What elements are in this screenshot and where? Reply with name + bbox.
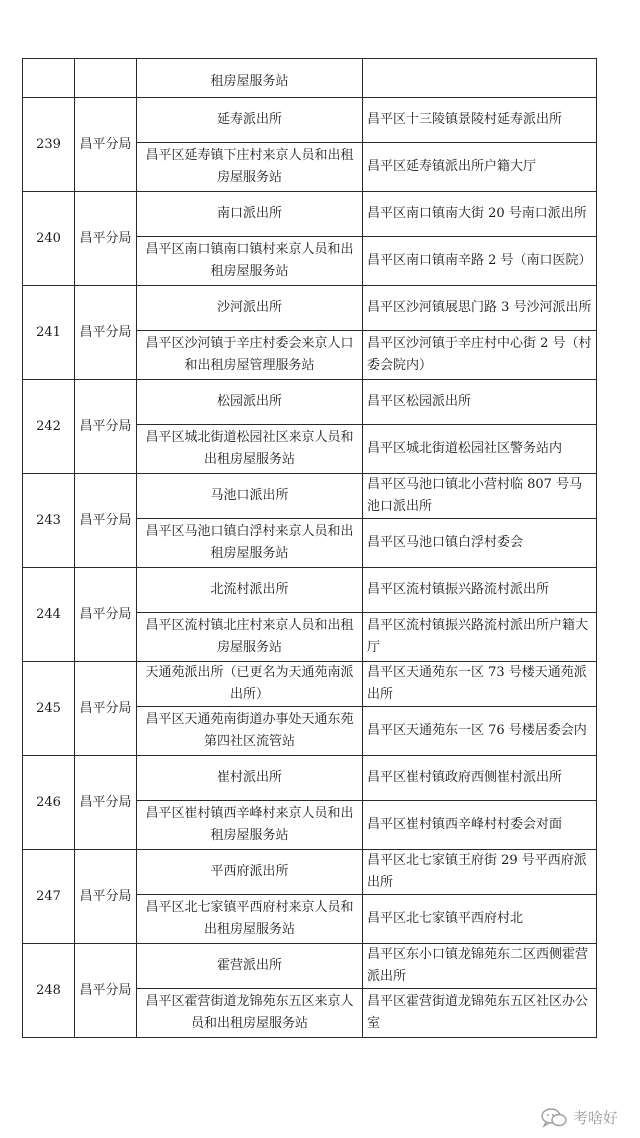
address-cell: 昌平区流村镇振兴路流村派出所 <box>363 568 597 613</box>
number-cell: 245 <box>23 662 75 756</box>
station-name-cell: 沙河派出所 <box>137 286 363 331</box>
address-cell: 昌平区天通苑东一区 76 号楼居委会内 <box>363 707 597 756</box>
address-cell: 昌平区霍营街道龙锦苑东五区社区办公室 <box>363 989 597 1038</box>
department-cell: 昌平分局 <box>75 568 137 662</box>
number-cell: 247 <box>23 850 75 944</box>
department-cell: 昌平分局 <box>75 944 137 1038</box>
number-cell: 244 <box>23 568 75 662</box>
address-cell: 昌平区延寿镇派出所户籍大厅 <box>363 143 597 192</box>
address-cell: 昌平区马池口镇北小营村临 807 号马池口派出所 <box>363 474 597 519</box>
department-cell: 昌平分局 <box>75 380 137 474</box>
department-cell: 昌平分局 <box>75 98 137 192</box>
station-name-cell: 昌平区城北街道松园社区来京人员和出租房屋服务站 <box>137 425 363 474</box>
address-cell: 昌平区南口镇南辛路 2 号（南口医院） <box>363 237 597 286</box>
station-name-cell: 昌平区南口镇南口镇村来京人员和出租房屋服务站 <box>137 237 363 286</box>
station-name-cell: 昌平区流村镇北庄村来京人员和出租房屋服务站 <box>137 613 363 662</box>
address-cell: 昌平区城北街道松园社区警务站内 <box>363 425 597 474</box>
registry-table <box>22 58 597 1038</box>
department-cell: 昌平分局 <box>75 192 137 286</box>
number-cell: 243 <box>23 474 75 568</box>
station-name-cell: 昌平区沙河镇于辛庄村委会来京人口和出租房屋管理服务站 <box>137 331 363 380</box>
table-row <box>23 286 597 331</box>
number-cell: 241 <box>23 286 75 380</box>
table-row <box>23 98 597 143</box>
table-row <box>23 568 597 613</box>
station-name-cell: 马池口派出所 <box>137 474 363 519</box>
station-name-cell: 崔村派出所 <box>137 756 363 801</box>
address-cell: 昌平区东小口镇龙锦苑东二区西侧霍营派出所 <box>363 944 597 989</box>
address-cell: 昌平区沙河镇于辛庄村中心街 2 号（村委会院内） <box>363 331 597 380</box>
table-row <box>23 662 597 707</box>
station-name-cell: 昌平区崔村镇西辛峰村来京人员和出租房屋服务站 <box>137 801 363 850</box>
department-cell: 昌平分局 <box>75 756 137 850</box>
table-row <box>23 192 597 237</box>
station-name-cell: 昌平区霍营街道龙锦苑东五区来京人员和出租房屋服务站 <box>137 989 363 1038</box>
station-name-cell: 昌平区马池口镇白浮村来京人员和出租房屋服务站 <box>137 519 363 568</box>
station-name-cell: 昌平区北七家镇平西府村来京人员和出租房屋服务站 <box>137 895 363 944</box>
department-cell: 昌平分局 <box>75 474 137 568</box>
station-name-cell: 北流村派出所 <box>137 568 363 613</box>
address-cell: 昌平区北七家镇王府街 29 号平西府派出所 <box>363 850 597 895</box>
wechat-icon <box>541 1108 567 1128</box>
number-cell: 248 <box>23 944 75 1038</box>
department-cell <box>75 59 137 98</box>
address-cell: 昌平区天通苑东一区 73 号楼天通苑派出所 <box>363 662 597 707</box>
number-cell: 242 <box>23 380 75 474</box>
station-name-cell: 天通苑派出所（已更名为天通苑南派出所） <box>137 662 363 707</box>
address-cell: 昌平区南口镇南大街 20 号南口派出所 <box>363 192 597 237</box>
station-name-cell: 昌平区延寿镇下庄村来京人员和出租房屋服务站 <box>137 143 363 192</box>
station-name-cell: 松园派出所 <box>137 380 363 425</box>
address-cell: 昌平区马池口镇白浮村委会 <box>363 519 597 568</box>
table-row <box>23 756 597 801</box>
station-name-cell: 平西府派出所 <box>137 850 363 895</box>
department-cell: 昌平分局 <box>75 286 137 380</box>
department-cell: 昌平分局 <box>75 850 137 944</box>
station-name-cell: 延寿派出所 <box>137 98 363 143</box>
table-row <box>23 850 597 895</box>
address-cell: 昌平区北七家镇平西府村北 <box>363 895 597 944</box>
address-cell <box>363 59 597 98</box>
table-row <box>23 380 597 425</box>
registry-table-body <box>23 59 597 1038</box>
department-cell: 昌平分局 <box>75 662 137 756</box>
address-cell: 昌平区流村镇振兴路流村派出所户籍大厅 <box>363 613 597 662</box>
watermark <box>541 1107 618 1128</box>
watermark-text: 考啥好 <box>572 1109 618 1127</box>
address-cell: 昌平区崔村镇政府西侧崔村派出所 <box>363 756 597 801</box>
number-cell: 239 <box>23 98 75 192</box>
continuation-row <box>23 59 597 98</box>
number-cell <box>23 59 75 98</box>
address-cell: 昌平区松园派出所 <box>363 380 597 425</box>
table-row <box>23 944 597 989</box>
address-cell: 昌平区沙河镇展思门路 3 号沙河派出所 <box>363 286 597 331</box>
address-cell: 昌平区十三陵镇景陵村延寿派出所 <box>363 98 597 143</box>
station-name-cell: 租房屋服务站 <box>137 59 363 98</box>
station-name-cell: 昌平区天通苑南街道办事处天通东苑第四社区流管站 <box>137 707 363 756</box>
number-cell: 246 <box>23 756 75 850</box>
station-name-cell: 霍营派出所 <box>137 944 363 989</box>
table-row <box>23 474 597 519</box>
address-cell: 昌平区崔村镇西辛峰村村委会对面 <box>363 801 597 850</box>
number-cell: 240 <box>23 192 75 286</box>
station-name-cell: 南口派出所 <box>137 192 363 237</box>
